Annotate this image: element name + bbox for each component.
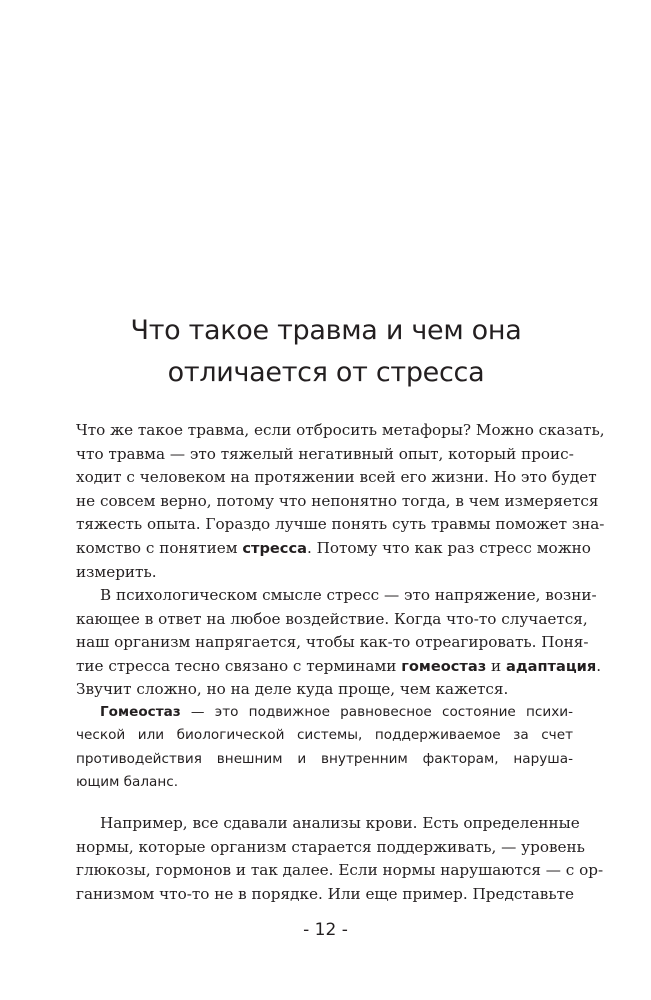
definition-term: Гомеостаз (100, 704, 181, 720)
paragraph-2-line: В психологическом смысле стресс — это напряжение, возни- (100, 586, 597, 604)
definition-line: ческой или биологической системы, поддерживаемое за счет (76, 727, 573, 744)
paragraph-2-text: . (596, 656, 602, 675)
paragraph-3 (76, 812, 604, 906)
paragraph-2-line (76, 655, 602, 679)
paragraph-1-line: Что же такое травма, если отбросить метафоры? Можно сказать, (76, 421, 605, 439)
term-adaptation: адаптация (505, 657, 597, 675)
paragraph-1-text: . Потому что как раз стресс можно (306, 538, 591, 557)
definition-line: ющим баланс. (76, 774, 179, 791)
definition-block (76, 701, 573, 795)
paragraph-3-line: Например, все сдавали анализы крови. Есть определенные (100, 814, 580, 832)
term-stress: стресса (242, 539, 307, 557)
paragraph-1-line (76, 537, 591, 561)
paragraph-2-line: наш организм напрягается, чтобы как-то отреагировать. Поня- (76, 633, 589, 652)
paragraph-1-line: не совсем верно, потому что непонятно тогда, в чем измеряется (76, 491, 599, 510)
chapter-title (76, 310, 576, 394)
paragraph-1-text: комство с понятием (76, 538, 243, 557)
paragraph-3-line: нормы, которые организм старается поддерживать, — уровень (76, 837, 585, 856)
paragraph-2-text: и (486, 656, 506, 675)
paragraph-3-line: глюкозы, гормонов и так далее. Если нормы нарушаются — с ор- (76, 861, 604, 880)
paragraph-2-line: кающее в ответ на любое воздействие. Когда что-то случается, (76, 609, 588, 628)
term-homeostasis: гомеостаз (401, 657, 487, 675)
paragraph-2-line: Звучит сложно, но на деле куда проще, чем кажется. (76, 680, 509, 699)
paragraph-2-text: тие стресса тесно связано с терминами (76, 656, 402, 675)
definition-text: — это подвижное равновесное состояние психи- (180, 704, 573, 720)
paragraph-1 (76, 419, 605, 584)
paragraph-3-line: ганизмом что-то не в порядке. Или еще пример. Представьте (76, 884, 574, 903)
page-number: - 12 - (303, 920, 348, 940)
chapter-title-line-1: Что такое травма и чем она (130, 315, 522, 346)
definition-line (76, 701, 573, 724)
paragraph-1-line: тяжесть опыта. Гораздо лучше понять суть травмы поможет зна- (76, 515, 605, 534)
paragraph-1-line: ходит с человеком на протяжении всей его жизни. Но это будет (76, 468, 597, 487)
paragraph-1-line: что травма — это тяжелый негативный опыт, который проис- (76, 444, 574, 463)
definition-line: противодействия внешним и внутренним факторам, наруша- (76, 750, 573, 767)
paragraph-2 (76, 584, 602, 702)
paragraph-1-line: измерить. (76, 562, 157, 581)
chapter-title-line-2: отличается от стресса (167, 357, 485, 388)
